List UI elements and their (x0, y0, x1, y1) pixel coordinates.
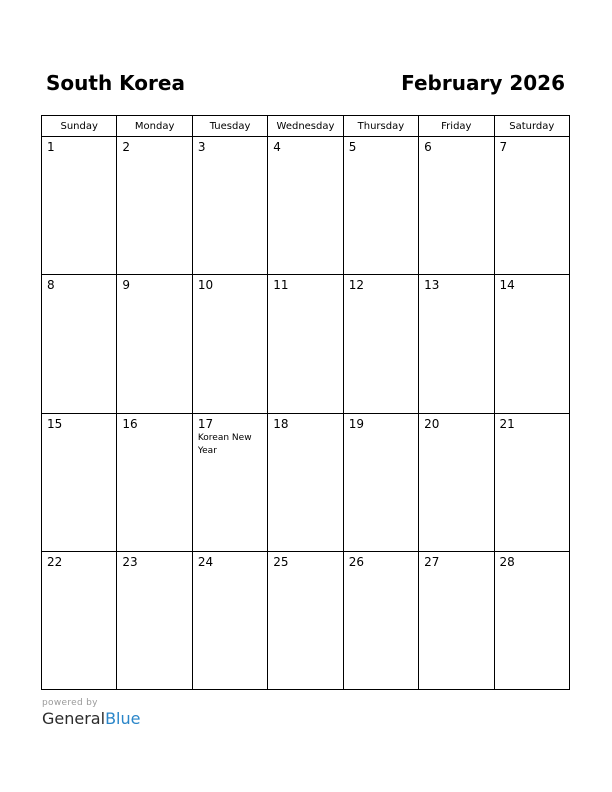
day-cell (42, 137, 117, 275)
weekday-header-row (42, 116, 570, 137)
day-cell (419, 551, 494, 689)
day-cell (494, 551, 569, 689)
powered-by-text: powered by (42, 698, 98, 708)
day-cell (117, 413, 192, 551)
day-cell (343, 137, 418, 275)
day-cell (268, 413, 343, 551)
day-number: 19 (348, 416, 364, 431)
day-cell (42, 413, 117, 551)
day-cell (192, 413, 267, 551)
day-number: 26 (348, 554, 364, 569)
calendar-grid (41, 115, 570, 690)
day-cell (117, 551, 192, 689)
day-number: 9 (122, 278, 131, 293)
day-number: 5 (348, 140, 357, 154)
day-cell (42, 551, 117, 689)
day-number: 11 (273, 278, 289, 293)
day-number: 15 (47, 416, 63, 431)
day-number: 21 (499, 416, 515, 431)
day-number: 13 (424, 278, 440, 293)
country-title: South Korea (46, 71, 185, 95)
day-cell (419, 275, 494, 413)
day-cell (419, 413, 494, 551)
weekday-saturday: Saturday (494, 116, 569, 137)
weekday-sunday: Sunday (42, 116, 117, 137)
day-number: 22 (47, 554, 63, 569)
day-cell (117, 137, 192, 275)
day-number: 23 (122, 554, 138, 569)
day-number: 20 (424, 416, 440, 431)
holiday-label: Korean New Year (197, 432, 252, 456)
weekday-monday: Monday (117, 116, 192, 137)
generalblue-logo (42, 709, 140, 728)
day-number: 6 (424, 140, 432, 154)
day-number: 25 (273, 554, 289, 569)
weekday-thursday: Thursday (343, 116, 418, 137)
day-cell (268, 137, 343, 275)
week-row (42, 137, 570, 275)
day-cell (192, 275, 267, 413)
week-row (42, 275, 570, 413)
day-number: 4 (273, 140, 281, 154)
day-number: 28 (499, 554, 515, 569)
day-cell (42, 275, 117, 413)
day-number: 12 (348, 278, 364, 293)
day-cell (268, 551, 343, 689)
day-cell (494, 413, 569, 551)
day-number: 1 (47, 140, 55, 154)
day-number: 27 (424, 554, 440, 569)
day-cell (343, 413, 418, 551)
day-number: 8 (47, 278, 55, 293)
day-number: 16 (122, 416, 138, 431)
brand-blue: Blue (105, 709, 141, 728)
day-number: 24 (197, 554, 214, 569)
day-cell (192, 137, 267, 275)
day-number: 14 (499, 278, 515, 293)
day-cell (419, 137, 494, 275)
weekday-wednesday: Wednesday (268, 116, 343, 137)
day-cell (192, 551, 267, 689)
day-cell (494, 137, 569, 275)
week-row (42, 551, 570, 689)
day-number: 7 (499, 140, 508, 154)
day-number: 3 (197, 140, 206, 154)
day-number: 10 (197, 278, 214, 293)
weekday-tuesday: Tuesday (192, 116, 267, 137)
day-number: 2 (122, 140, 131, 154)
day-cell (343, 275, 418, 413)
day-number: 18 (273, 416, 289, 431)
footer-branding (42, 698, 140, 728)
weekday-friday: Friday (419, 116, 494, 137)
day-cell (343, 551, 418, 689)
day-cell (268, 275, 343, 413)
month-year-title: February 2026 (401, 71, 565, 95)
day-cell (494, 275, 569, 413)
day-cell (117, 275, 192, 413)
week-row (42, 413, 570, 551)
brand-general: General (42, 709, 106, 728)
day-number: 17 (197, 416, 214, 431)
